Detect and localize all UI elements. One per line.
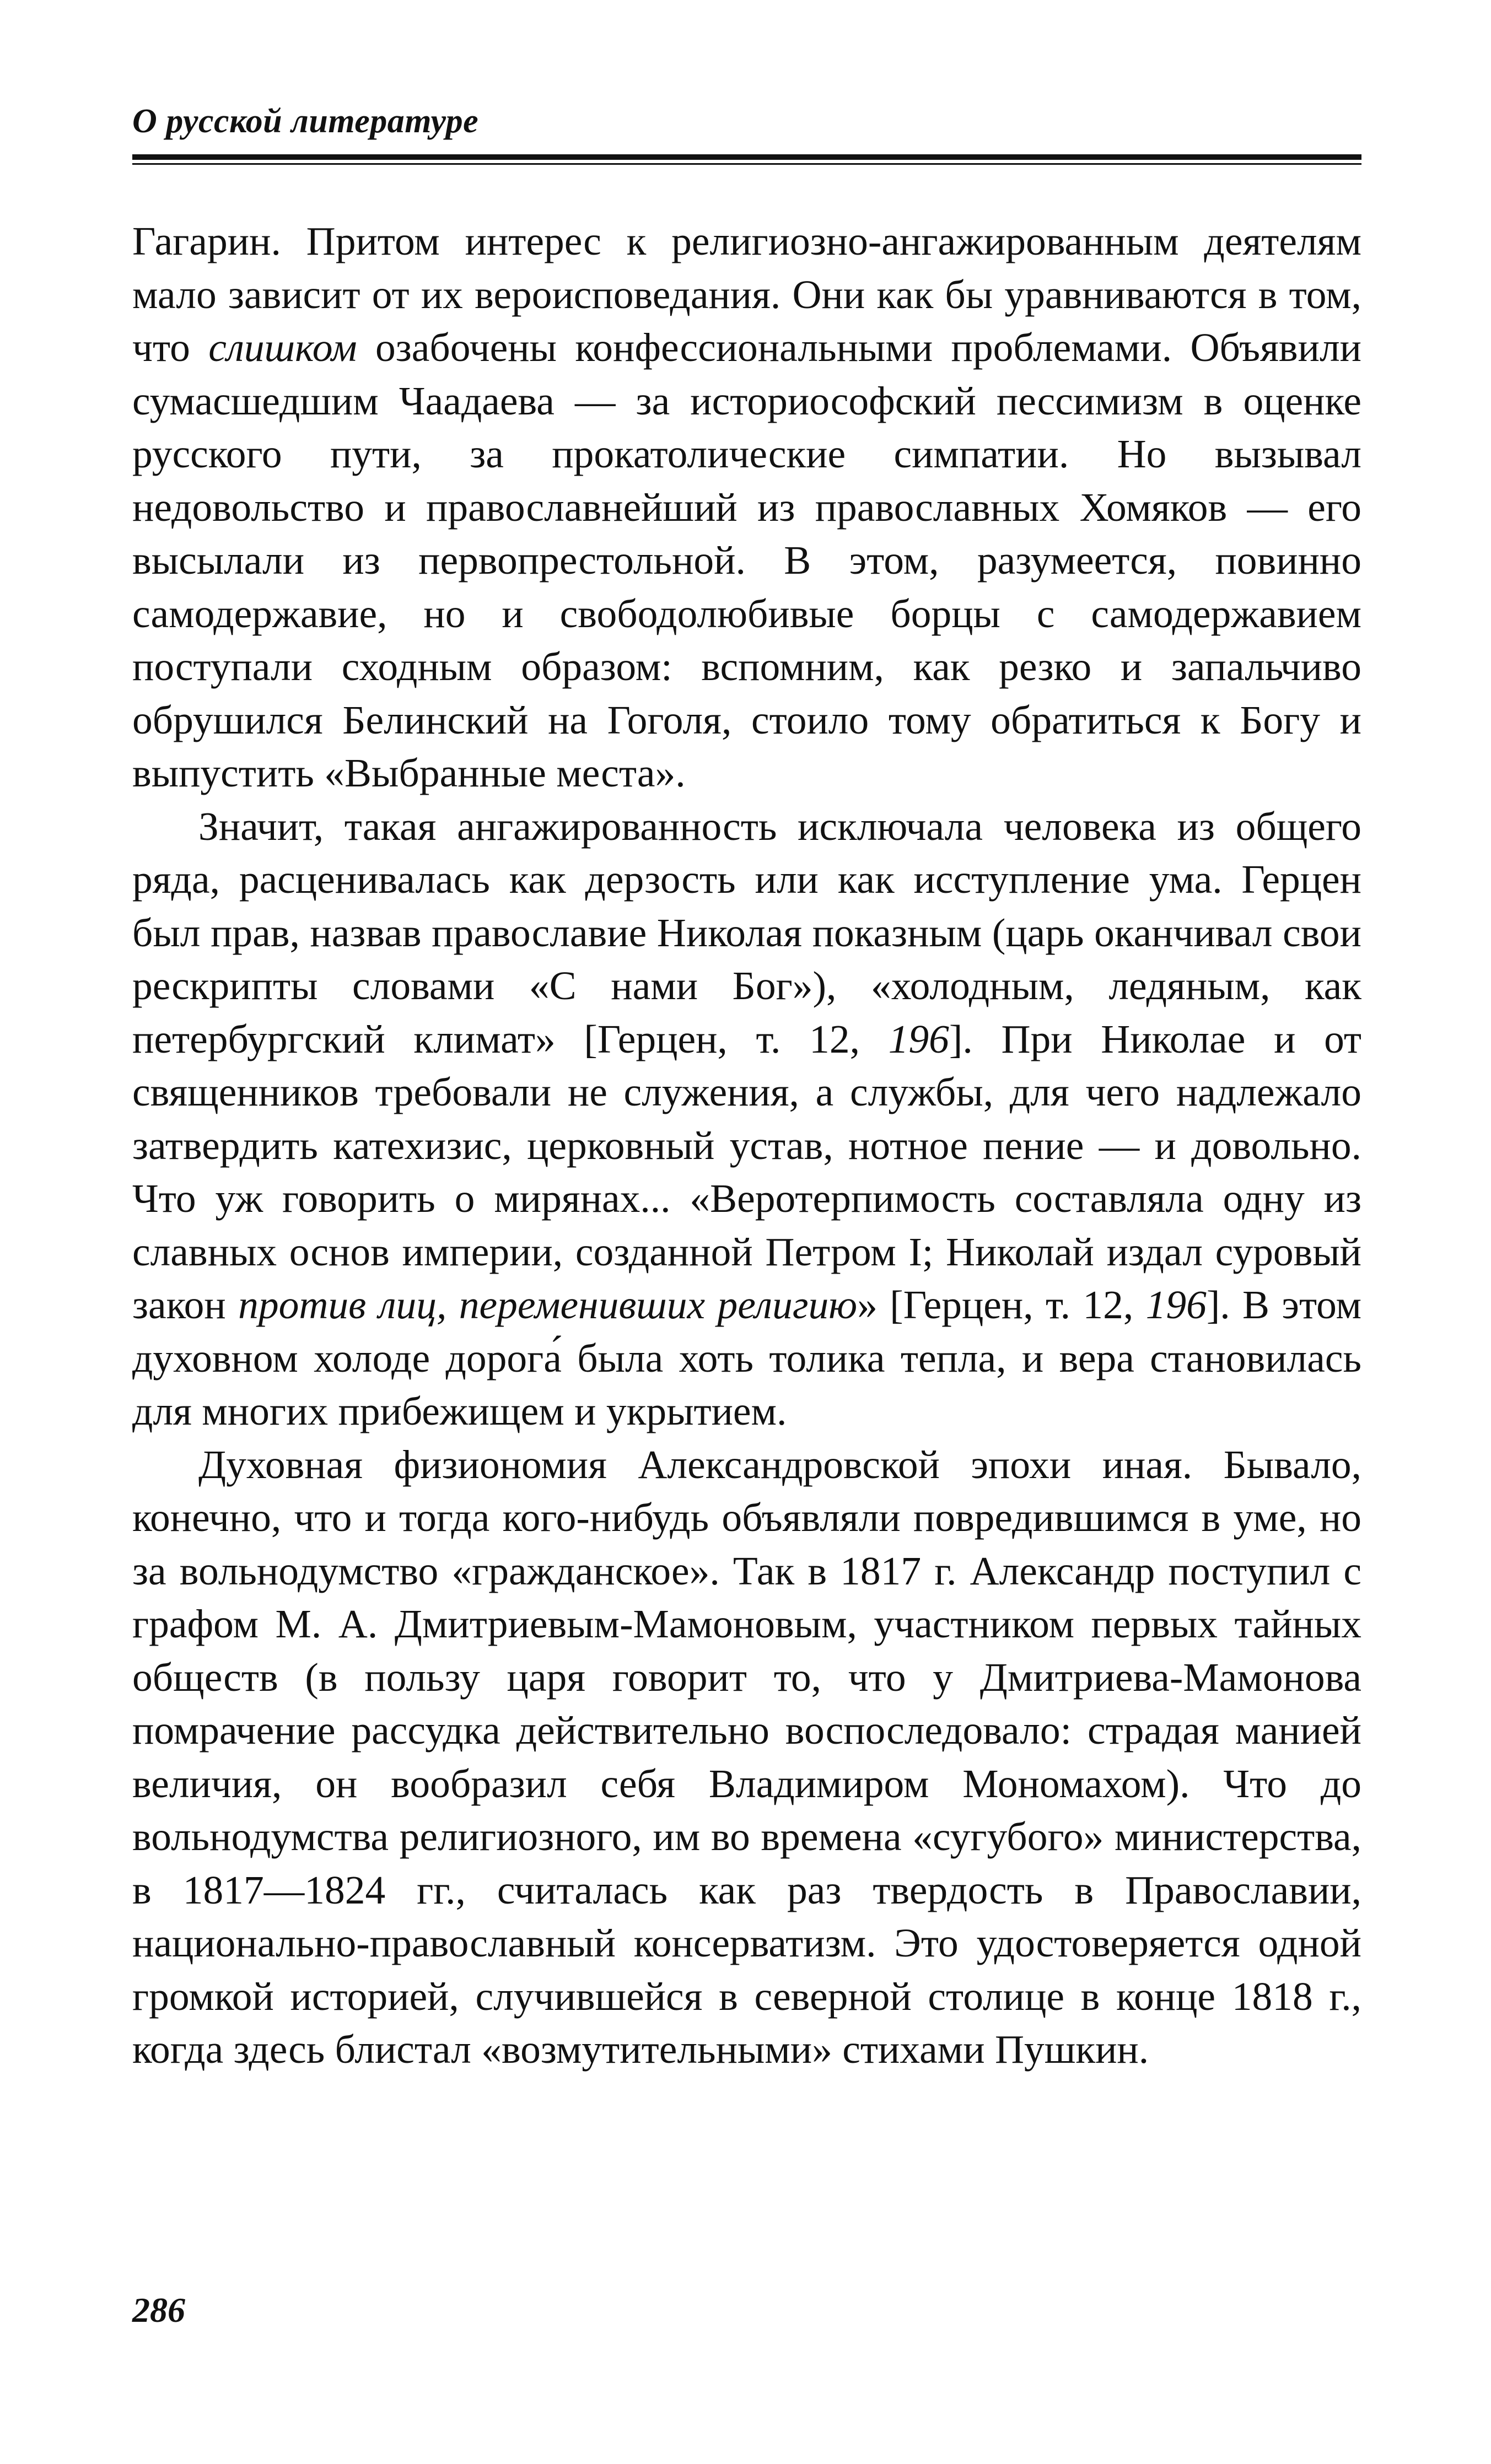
emphasis-segment: слишком — [208, 325, 357, 370]
text-segment: озабочены конфессиональными проблемами. Объявили сумасшедшим Чаадаева — за историософский пессимизм в оценке русского пути, за прокатолические симпатии. Но вызывал недовольство и православнейший из православных Хомяков — его высылали из первопрестольной. В этом, разумеется, повинно самодержавие, но и свободолюбивые борцы с самодержавием поступали сходным образом: вспомним, как резко и запальчиво обрушился Белинский на Гоголя, стоило тому обратиться к Богу и выпустить «Выбранные места». — [132, 325, 1361, 795]
paragraph — [132, 1438, 1361, 2077]
emphasis-segment: против лиц, переменивших религию — [238, 1282, 858, 1327]
paragraph — [132, 800, 1361, 1438]
body-text — [132, 215, 1361, 2077]
text-segment: ]. При Николае и от священников требовали не служения, а службы, для чего надлежало затвердить катехизис, церковный устав, нотное пение — и довольно. Что уж говорить о мирянах... «Веротерпимость составляла одну из славных основ империи, созданной Петром I; Николай издал суровый закон — [132, 1016, 1361, 1327]
page-number: 286 — [132, 2290, 185, 2330]
book-page — [132, 83, 1361, 2397]
text-segment: Гагарин. Притом интерес к религиозно-ангажированным деятелям мало зависит от их вероисповедания. Они как бы уравниваются в том, что — [132, 219, 1361, 370]
text-segment: ]. В этом духовном холоде дорога́ была хоть толика тепла, и вера становилась для многих прибежищем и укрытием. — [132, 1282, 1361, 1433]
header-rule-thick — [132, 154, 1361, 160]
paragraph — [132, 215, 1361, 800]
running-title: О русской литературе — [132, 103, 479, 140]
text-segment: Духовная физиономия Александровской эпохи иная. Бывало, конечно, что и тогда кого-нибудь объявляли повредившимся в уме, но за вольнодумство «гражданское». Так в 1817 г. Александр поступил с графом М. А. Дмитриевым-Мамоновым, участником первых тайных обществ (в пользу царя говорит то, что у Дмитриева-Мамонова помрачение рассудка действительно воспоследовало: страдая манией величия, он вообразил себя Владимиром Мономахом). Что до вольнодумства религиозного, им во времена «сугубого» министерства, в 1817—1824 гг., считалась как раз твердость в Православии, национально-православный консерватизм. Это удостоверяется одной громкой историей, случившейся в северной столице в конце 1818 г., когда здесь блистал «возмутительными» стихами Пушкин. — [132, 1442, 1361, 2072]
header-rule-thin — [132, 163, 1361, 165]
text-segment: Значит, такая ангажированность исключала человека из общего ряда, расценивалась как дерзость или как исступление ума. Герцен был прав, назвав православие Николая показным (царь оканчивал свои рескрипты словами «С нами Бог»), «холодным, ледяным, как петербургский климат» [Герцен, т. 12, — [132, 804, 1361, 1061]
text-segment: » [Герцен, т. 12, — [857, 1282, 1146, 1327]
emphasis-segment: 196 — [888, 1016, 949, 1061]
emphasis-segment: 196 — [1145, 1282, 1207, 1327]
